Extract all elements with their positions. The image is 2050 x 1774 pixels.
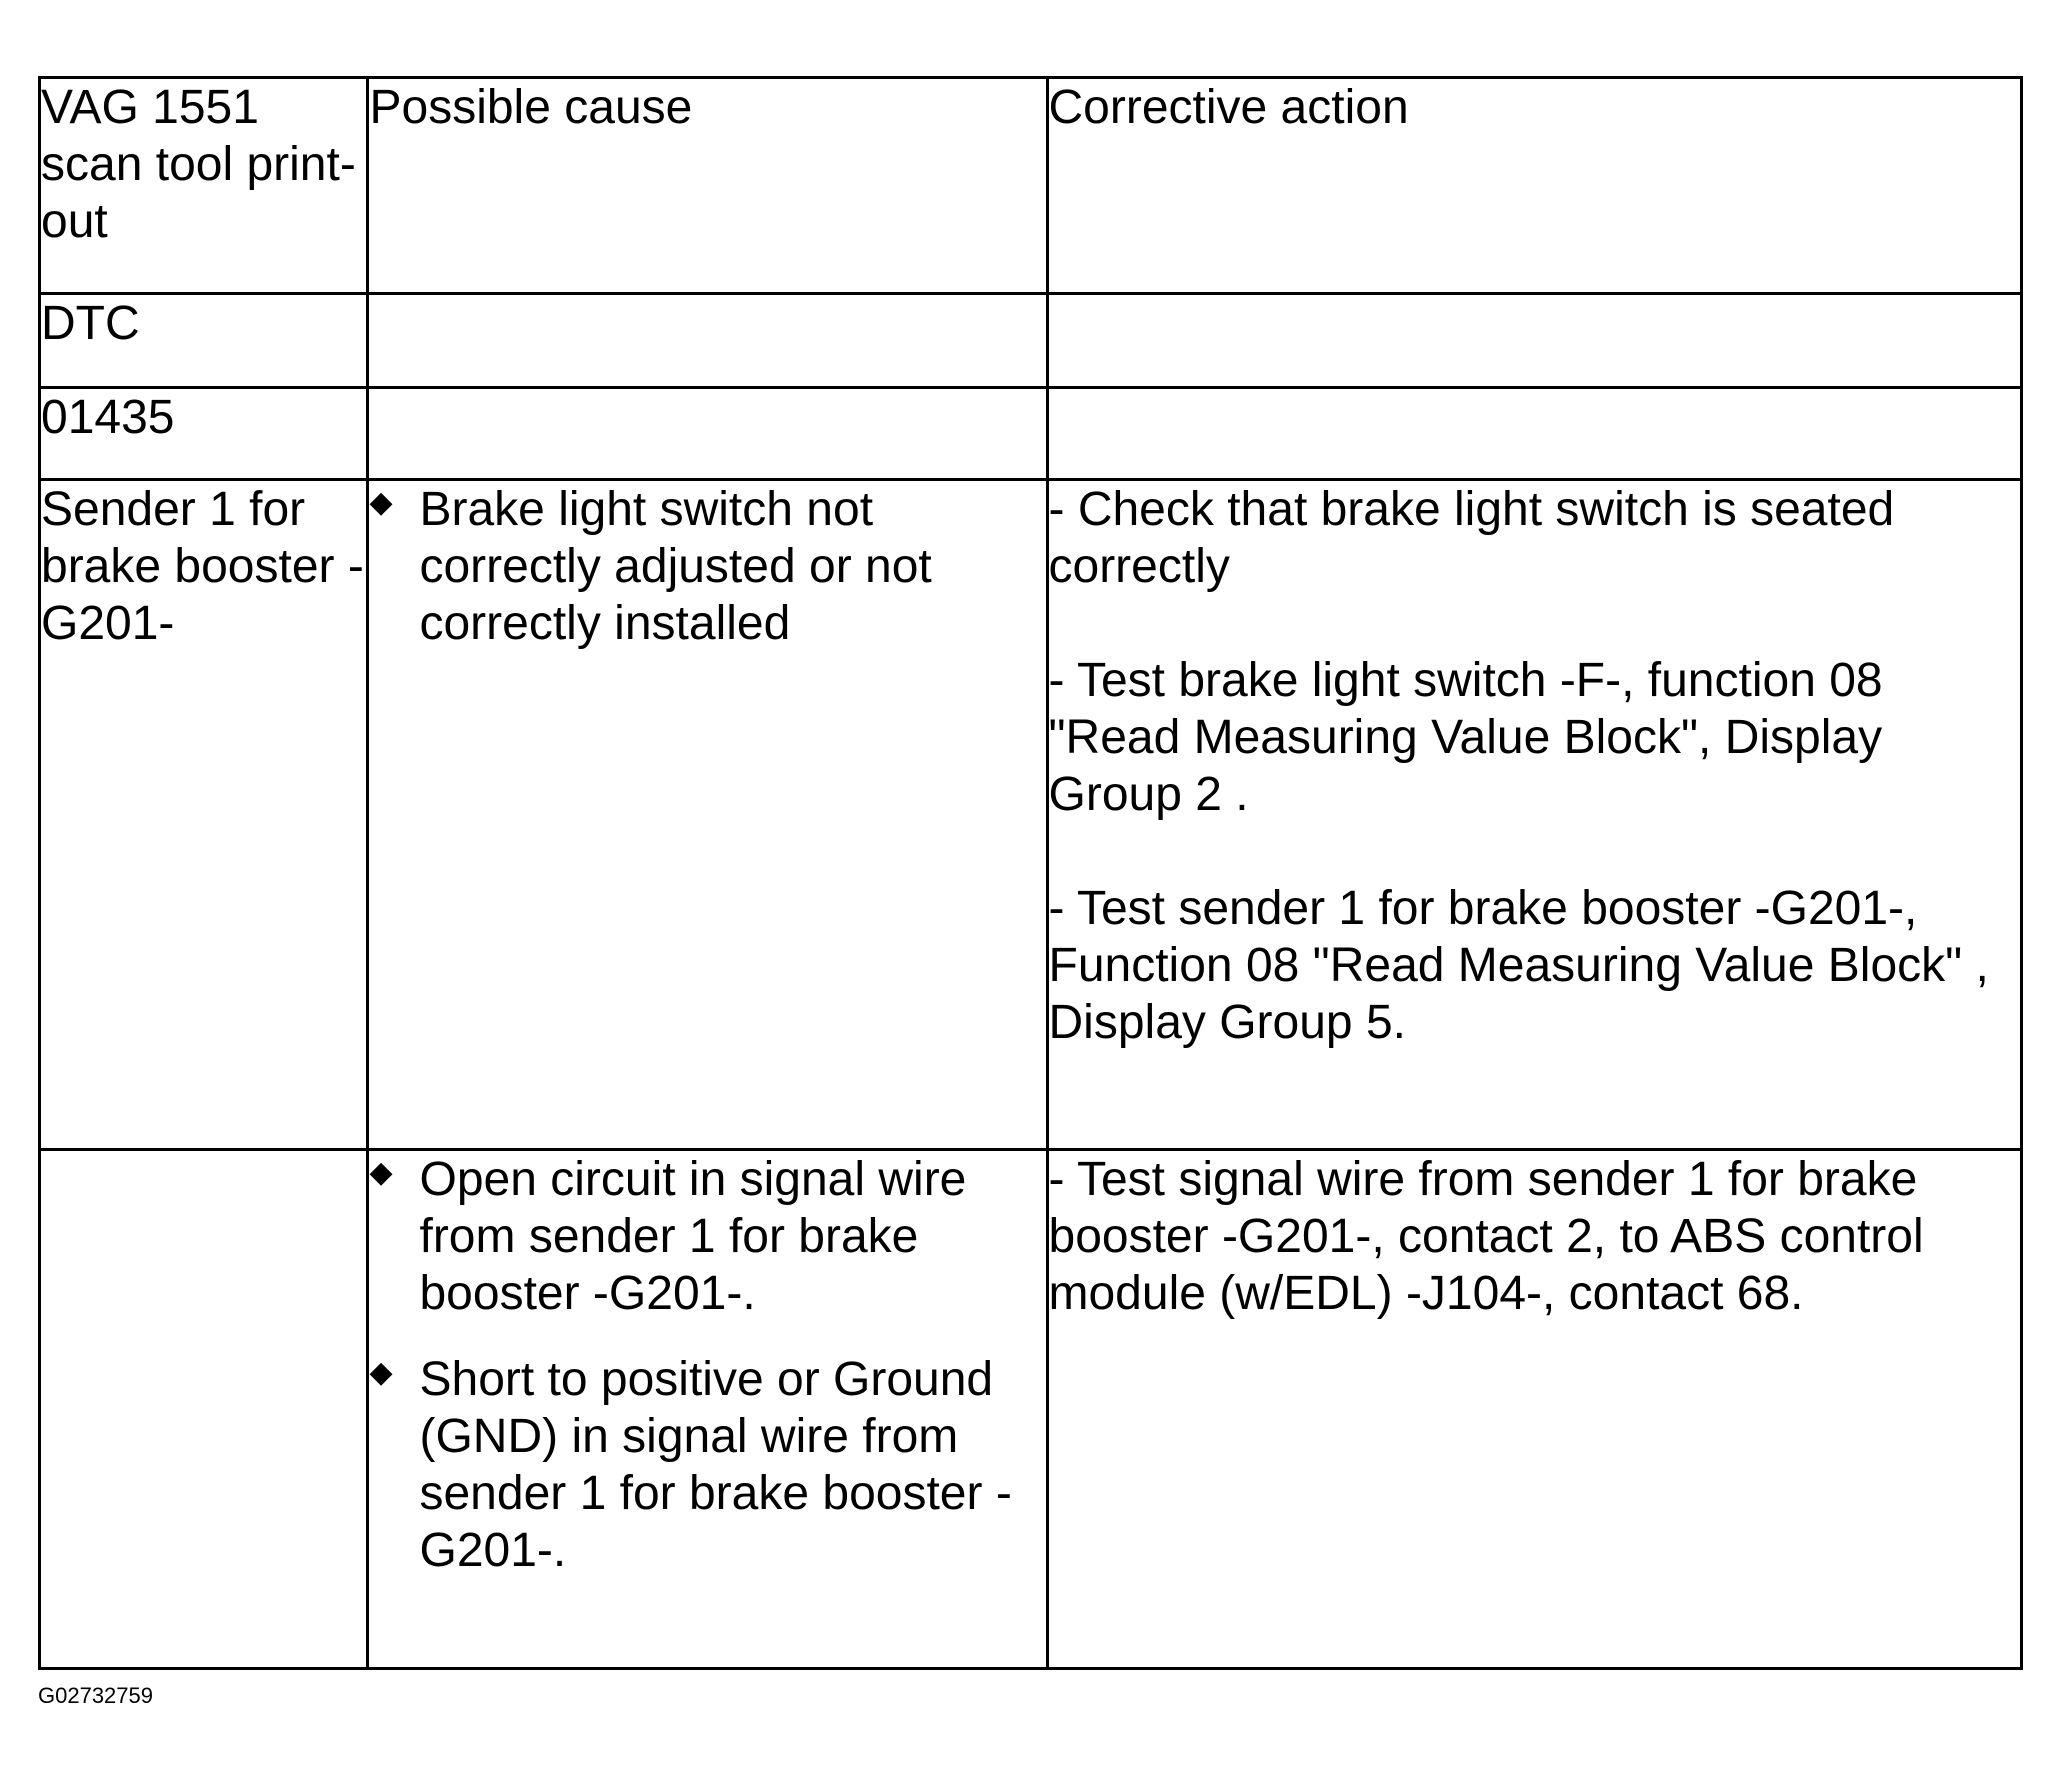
dtc-code-row	[40, 388, 2022, 480]
empty-cell	[368, 388, 1047, 480]
cause-list	[369, 1151, 1045, 1579]
printout-cell	[40, 1150, 368, 1669]
corrective-action-cell	[1047, 1150, 2022, 1669]
corrective-action-cell	[1047, 480, 2022, 1150]
empty-cell	[1047, 294, 2022, 388]
printout-cell: Sender 1 for brake booster -G201-	[40, 480, 368, 1150]
dtc-table	[38, 76, 2023, 1670]
list-item	[369, 1351, 1045, 1579]
list-item	[369, 481, 1045, 652]
diamond-bullet-icon: ◆	[369, 1156, 393, 1189]
figure-id: G02732759	[38, 1683, 153, 1708]
action-list	[1049, 481, 2021, 1051]
possible-cause-cell	[368, 1150, 1047, 1669]
dtc-code: 01435	[40, 388, 368, 480]
list-item	[369, 1151, 1045, 1322]
empty-cell	[368, 294, 1047, 388]
cause-text: Short to positive or Ground (GND) in signal wire from sender 1 for brake booster -G201-.	[419, 1353, 1012, 1577]
diamond-bullet-icon: ◆	[369, 1356, 393, 1389]
table-row	[40, 1150, 2022, 1669]
table-row	[40, 480, 2022, 1150]
cause-list	[369, 481, 1045, 652]
action-list	[1049, 1151, 2021, 1322]
header-printout: VAG 1551 scan tool print-out	[40, 78, 368, 294]
header-corrective-action: Corrective action	[1047, 78, 2022, 294]
action-item: - Test signal wire from sender 1 for brake booster -G201-, contact 2, to ABS control module (w/EDL) -J104-, contact 68.	[1048, 1153, 1924, 1320]
possible-cause-cell	[368, 480, 1047, 1150]
header-row	[40, 78, 2022, 294]
dtc-label-row	[40, 294, 2022, 388]
cause-text: Brake light switch not correctly adjusted or not correctly installed	[419, 483, 932, 650]
header-possible-cause: Possible cause	[368, 78, 1047, 294]
diamond-bullet-icon: ◆	[369, 486, 393, 519]
action-item: - Test brake light switch -F-, function 08 "Read Measuring Value Block", Display Group 2 .	[1048, 654, 1883, 821]
action-item: - Test sender 1 for brake booster -G201-, Function 08 "Read Measuring Value Block" , Display Group 5.	[1048, 882, 1989, 1049]
action-item: - Check that brake light switch is seated correctly	[1048, 483, 1895, 593]
dtc-label: DTC	[40, 294, 368, 388]
empty-cell	[1047, 388, 2022, 480]
cause-text: Open circuit in signal wire from sender 1 for brake booster -G201-.	[419, 1153, 967, 1320]
